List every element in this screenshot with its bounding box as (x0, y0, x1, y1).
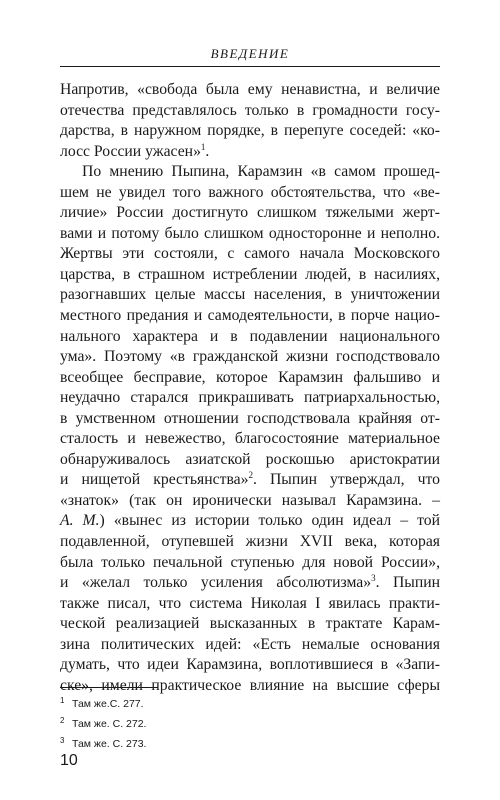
footnote: 3 Там же. С. 273. (60, 736, 147, 750)
page-number: 10 (60, 752, 78, 769)
footnote-rule (60, 687, 158, 688)
running-head: ВВЕДЕНИЕ (210, 46, 290, 61)
text-line: в умственном отношении господствовала крайняя от- (60, 409, 440, 427)
text-line: шем не увидел того важного обстоятельства, что «ве- (60, 183, 440, 201)
text-line: обнаруживалось азиатской роскошью аристократии (60, 450, 440, 468)
text-line: нального характера и в подавлении национального (60, 327, 440, 345)
text-line: отечества представлялось только в громадности госу- (60, 101, 440, 119)
text-line: вами и потому было слишком односторонне и неполно. (60, 224, 440, 242)
text-line: личие» России достигнуто слишком тяжелыми жерт- (60, 204, 440, 222)
body-text (60, 80, 440, 696)
text-line: думать, что идеи Карамзина, воплотившиеся в «Запи- (60, 656, 440, 674)
text-line: и нищетой крестьянства»$^2$. Пыпин утверждал, что (60, 470, 440, 489)
text-line: неудачно старался прикрашивать патриархальностью, (60, 389, 440, 407)
footnote: 1 Там же.С. 277. (60, 696, 144, 710)
footnote-ref: 3 (371, 573, 376, 584)
text-line: всеобщее бесправие, которое Карамзин фальшиво и (60, 368, 440, 386)
author-initials: А. М. (60, 512, 100, 530)
text-line: царства, в страшном истреблении людей, в насилиях, (60, 265, 440, 283)
text-line: местного предания и самодеятельности, в порче нацио- (60, 307, 440, 325)
text-line: разогнавших целые массы населения, в уничтожении (60, 286, 440, 304)
text-line: Жертвы эти состояли, с самого начала Московского (60, 245, 440, 263)
text-line: Напротив, «свобода была ему ненавистна, и величие (60, 81, 440, 98)
header-rule (60, 66, 440, 67)
text-line: и «желал только усиления абсолютизма»$^3$. Пыпин (60, 573, 441, 592)
text-line: ске», имели практическое влияние на высшие сферы (60, 676, 440, 694)
text-line: дарства, в наружном порядке, в перепуге соседей: «ко- (60, 122, 440, 140)
text-line: зина политических идей: «Есть немалые основания (60, 635, 440, 653)
footnotes (60, 694, 146, 754)
footnote-ref: 1 (200, 141, 206, 152)
footnote-ref: 2 (248, 470, 253, 481)
text-line: А. М.) «вынес из истории только один идеал – той (60, 512, 440, 530)
text-line: «знаток» (так он иронически называл Карамзина. – (60, 491, 440, 509)
text-line: также писал, что система Николая I явилась практи- (60, 594, 440, 612)
footnote: 2 Там же. С. 272. (60, 716, 147, 730)
text-line: подавленной, отупевшей жизни XVII века, которая (60, 533, 440, 551)
text-line: была только печальной ступенью для новой России», (60, 553, 440, 571)
text-line: ума». Поэтому «в гражданской жизни господствовало (60, 348, 440, 366)
text-line: По мнению Пыпина, Карамзин «в самом прошед- (82, 163, 440, 181)
text-line: сталость и невежество, благосостояние материальное (60, 430, 440, 448)
text-line: ческой реализацией высказанных в трактате Карам- (60, 615, 440, 633)
text-line: лосс России ужасен»$^1$. (60, 141, 210, 160)
